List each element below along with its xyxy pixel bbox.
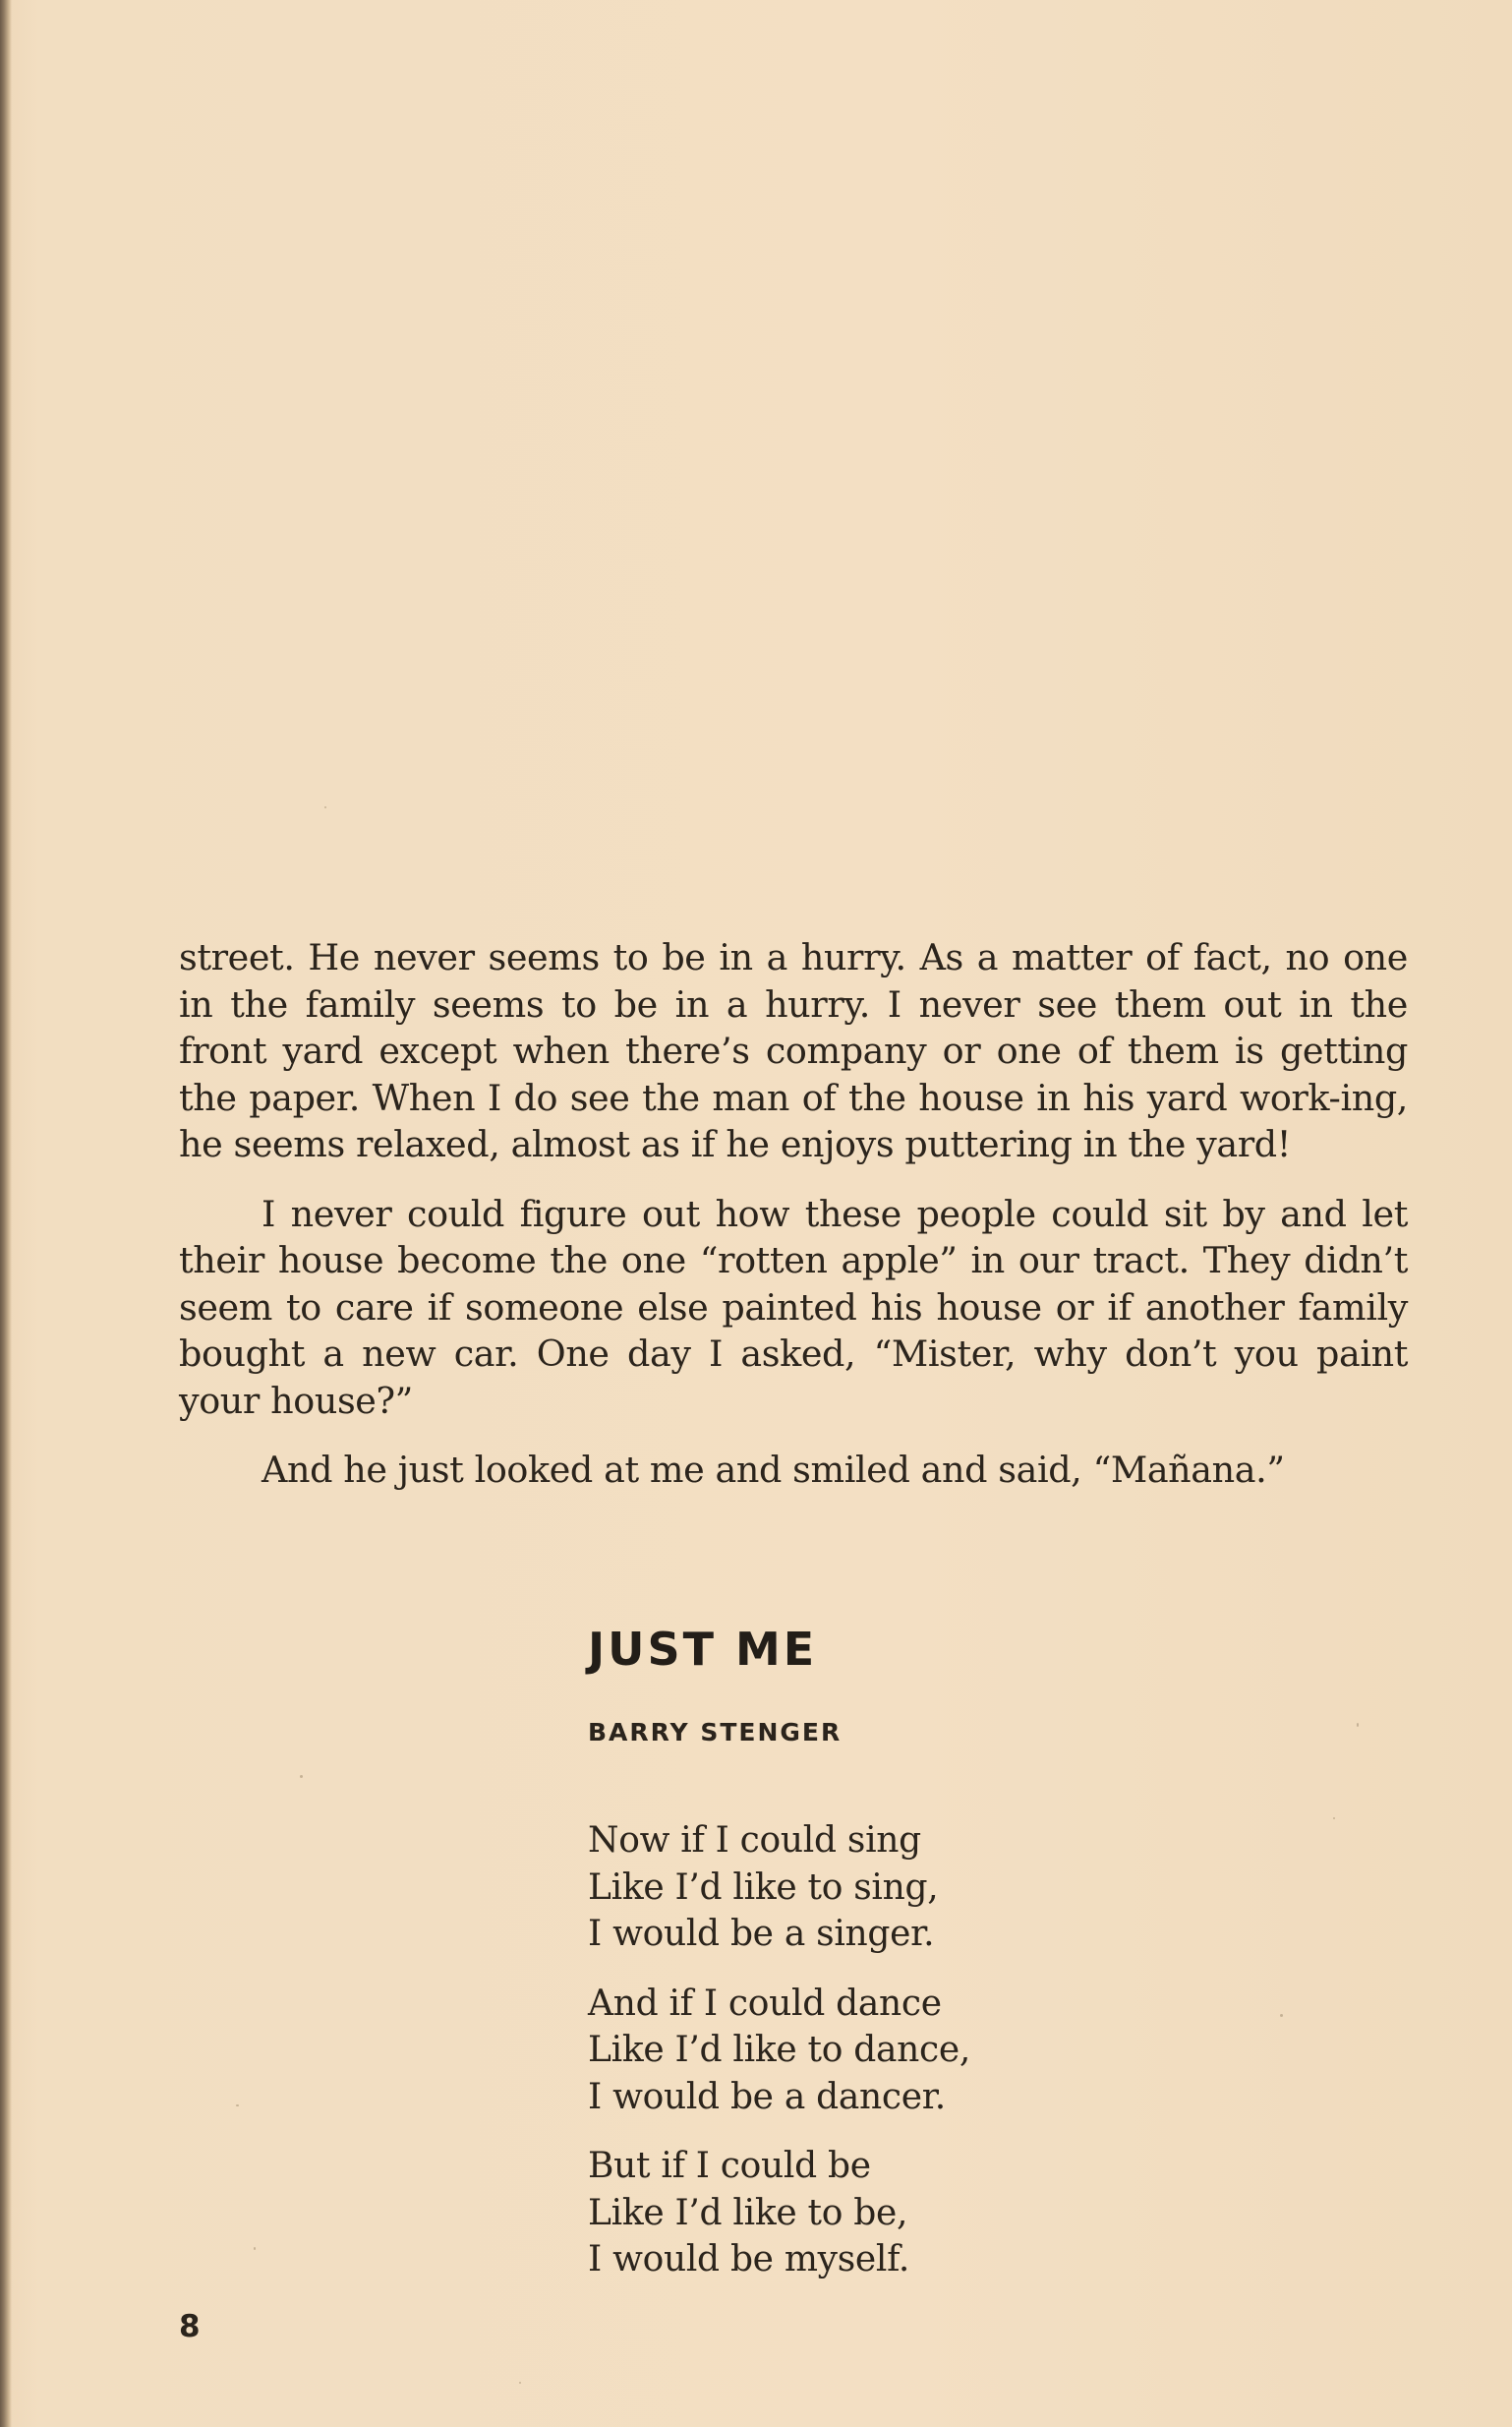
poem-author: BARRY STENGER [588, 1718, 843, 1746]
paragraph: And he just looked at me and smiled and said, “Mañana.” [262, 1449, 1285, 1491]
paragraph: I never could figure out how these people could sit by and let their house become the one “rotten apple” in our tract. They didn’t seem to care if someone else painted his house or if another family bought a new car. One day I asked, “Mister, why don’t you paint your house?” [179, 1192, 1408, 1422]
page-number: 8 [179, 2309, 201, 2344]
poem-line: Now if I could sing [588, 1820, 921, 1861]
poem-line: Like I’d like to be, [588, 2192, 908, 2233]
paper-speck [1280, 2014, 1283, 2017]
poem-line: Like I’d like to sing, [588, 1866, 939, 1908]
story-text [179, 934, 1408, 1516]
stanza [588, 1817, 970, 1958]
paper-speck [519, 2382, 521, 2384]
poem-body [588, 1817, 970, 2306]
paper-speck [324, 806, 326, 808]
poem-line: Like I’d like to dance, [588, 2030, 971, 2070]
paper-speck [1333, 1817, 1335, 1819]
poem-line: But if I could be [588, 2146, 871, 2186]
paper-speck [300, 1775, 303, 1778]
paper-speck [254, 2247, 256, 2250]
poem-title: JUST ME [588, 1623, 818, 1676]
poem-line: I would be myself. [588, 2239, 909, 2279]
paper-speck [236, 2104, 239, 2106]
poem-line: I would be a dancer. [588, 2076, 946, 2117]
stanza [588, 1981, 970, 2121]
stanza [588, 2143, 970, 2283]
paper-speck [1357, 1723, 1359, 1727]
paragraph: street. He never seems to be in a hurry. As a matter of fact, no one in the family seems to be in a hurry. I never see them out in the front yard except when there’s company or one of them is getting the paper. When I do see the man of the house in his yard work-ing, he seems relaxed, almost as if he enjoys puttering in the yard! [179, 936, 1408, 1165]
poem-line: And if I could dance [588, 1983, 942, 2024]
page-spine-edge [0, 0, 12, 2427]
poem-line: I would be a singer. [588, 1914, 935, 1954]
